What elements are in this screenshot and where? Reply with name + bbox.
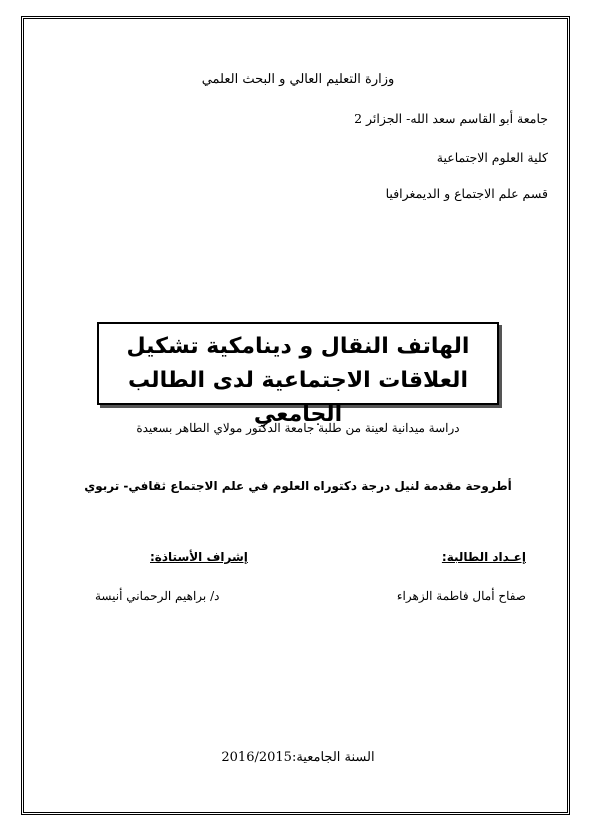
thesis-title: الهاتف النقال و دينامكية تشكيل العلاقات الاجتماعية لدى الطالب الجامعي xyxy=(126,334,470,427)
supervisor-name: د/ براهيم الرحماني أنيسة xyxy=(95,589,220,603)
supervisor-label: إشراف الأستاذة: xyxy=(150,550,248,564)
student-label: إعـداد الطالبة: xyxy=(441,550,526,564)
title-box xyxy=(97,322,499,427)
thesis-subtitle: دراسة ميدانية لعينة من طلبة جامعة الدكتور مولاي الطاهر بسعيدة xyxy=(136,421,460,435)
ministry-name: وزارة التعليم العالي و البحث العلمي xyxy=(201,72,395,87)
thesis-description: أطروحة مقدمة لنيل درجة دكتوراه العلوم في علم الاجتماع ثقافي- تربوي xyxy=(84,479,512,493)
student-name: صفاح أمال فاطمة الزهراء xyxy=(396,589,526,603)
department-name: قسم علم الاجتماع و الديمغرافيا xyxy=(385,186,548,201)
university-name: جامعة أبو القاسم سعد الله- الجزائر 2 xyxy=(354,111,548,126)
academic-year: السنة الجامعية:2016/2015 xyxy=(221,750,375,765)
faculty-name: كلية العلوم الاجتماعية xyxy=(436,150,548,165)
